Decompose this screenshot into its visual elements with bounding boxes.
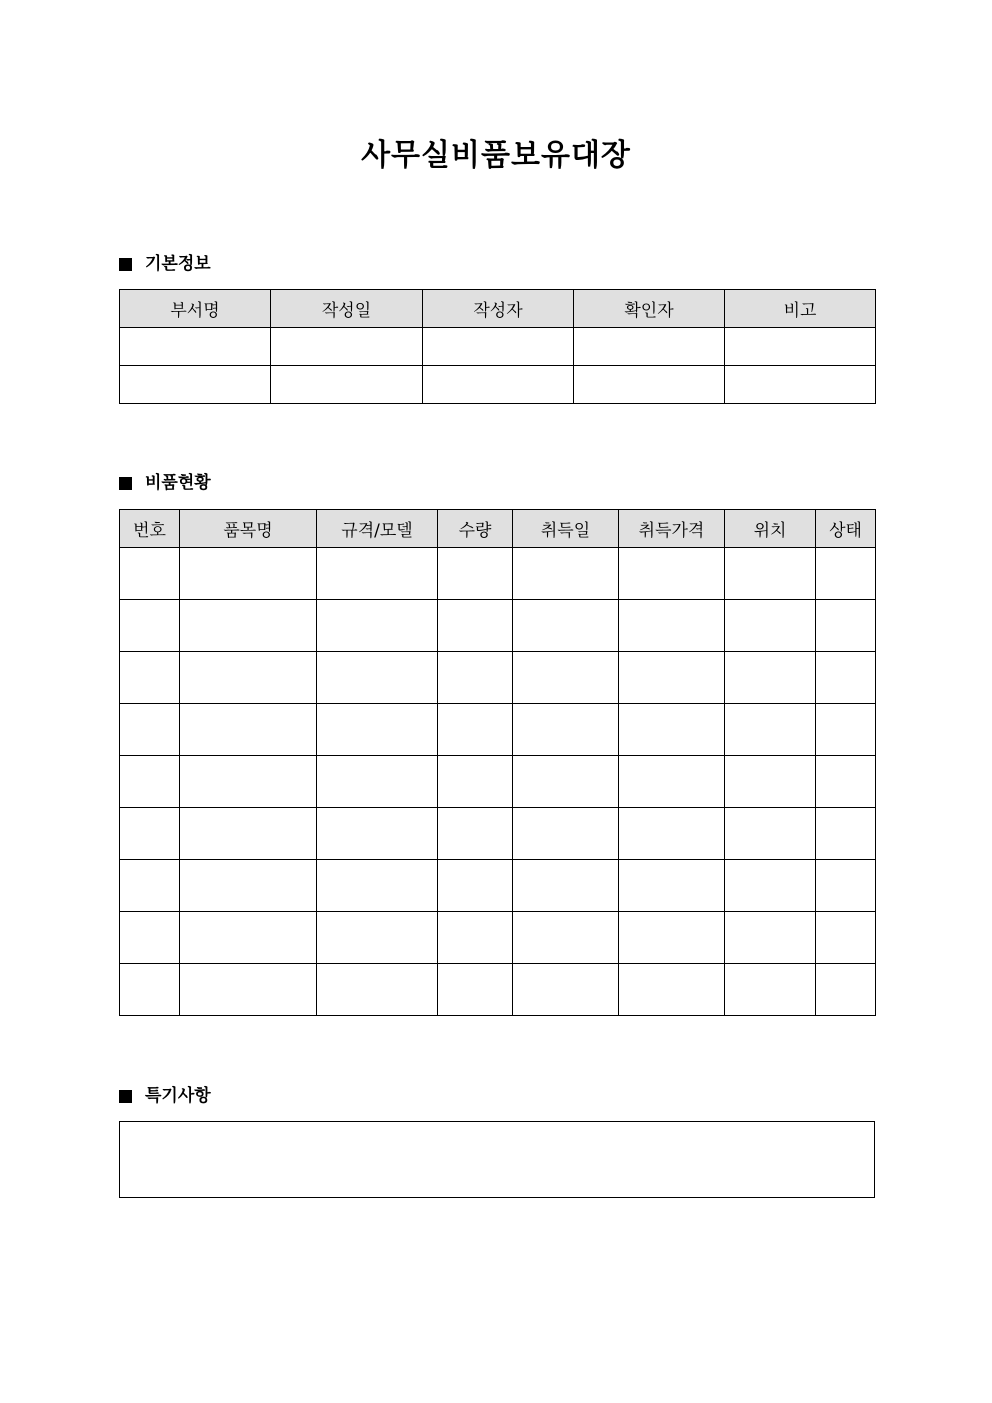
table-cell[interactable] [816, 912, 876, 964]
table-cell[interactable] [438, 808, 513, 860]
table-cell[interactable] [271, 366, 423, 404]
table-cell[interactable] [423, 328, 574, 366]
table-cell[interactable] [317, 652, 438, 704]
table-cell[interactable] [816, 600, 876, 652]
table-cell[interactable] [438, 652, 513, 704]
table-cell[interactable] [619, 964, 725, 1016]
table-row [120, 366, 876, 404]
inventory-heading-label: 비품현황 [145, 473, 211, 493]
table-row [120, 600, 876, 652]
table-cell[interactable] [120, 366, 271, 404]
table-cell[interactable] [725, 860, 816, 912]
table-row [120, 912, 876, 964]
table-cell[interactable] [180, 756, 317, 808]
table-row [120, 328, 876, 366]
table-cell[interactable] [816, 808, 876, 860]
col-header-acquisition-date: 취득일 [513, 510, 619, 548]
table-row [120, 756, 876, 808]
table-cell[interactable] [513, 548, 619, 600]
table-cell[interactable] [271, 328, 423, 366]
table-cell[interactable] [619, 756, 725, 808]
table-cell[interactable] [619, 912, 725, 964]
table-cell[interactable] [816, 756, 876, 808]
col-header-remarks: 비고 [725, 290, 876, 328]
table-cell[interactable] [513, 964, 619, 1016]
table-cell[interactable] [725, 964, 816, 1016]
inventory-header-row [120, 510, 876, 548]
table-cell[interactable] [317, 600, 438, 652]
table-cell[interactable] [816, 548, 876, 600]
table-cell[interactable] [180, 652, 317, 704]
square-bullet-icon [119, 258, 132, 271]
notes-heading-label: 특기사항 [145, 1086, 211, 1106]
table-cell[interactable] [816, 964, 876, 1016]
table-cell[interactable] [513, 652, 619, 704]
table-cell[interactable] [725, 756, 816, 808]
table-cell[interactable] [317, 548, 438, 600]
col-header-item-name: 품목명 [180, 510, 317, 548]
table-cell[interactable] [423, 366, 574, 404]
table-cell[interactable] [619, 808, 725, 860]
table-cell[interactable] [725, 366, 876, 404]
col-header-spec-model: 규격/모델 [317, 510, 438, 548]
table-row [120, 704, 876, 756]
table-cell[interactable] [816, 860, 876, 912]
table-cell[interactable] [317, 912, 438, 964]
col-header-quantity: 수량 [438, 510, 513, 548]
basic-info-header-row [120, 290, 876, 328]
col-header-location: 위치 [725, 510, 816, 548]
col-header-department: 부서명 [120, 290, 271, 328]
table-cell[interactable] [180, 912, 317, 964]
document-title: 사무실비품보유대장 [361, 138, 631, 173]
col-header-number: 번호 [120, 510, 180, 548]
table-cell[interactable] [513, 808, 619, 860]
notes-field[interactable] [119, 1121, 875, 1198]
table-cell[interactable] [180, 808, 317, 860]
table-cell[interactable] [438, 860, 513, 912]
table-cell[interactable] [513, 704, 619, 756]
table-cell[interactable] [180, 964, 317, 1016]
table-cell[interactable] [438, 548, 513, 600]
table-cell[interactable] [120, 704, 180, 756]
table-cell[interactable] [120, 652, 180, 704]
table-cell[interactable] [513, 756, 619, 808]
table-cell[interactable] [725, 652, 816, 704]
table-cell[interactable] [725, 912, 816, 964]
basic-info-table [119, 289, 876, 404]
col-header-condition: 상태 [816, 510, 876, 548]
table-cell[interactable] [816, 652, 876, 704]
inventory-table [119, 509, 876, 1016]
table-cell[interactable] [438, 756, 513, 808]
table-cell[interactable] [513, 600, 619, 652]
table-cell[interactable] [120, 964, 180, 1016]
basic-info-heading-label: 기본정보 [145, 254, 211, 274]
table-cell[interactable] [619, 652, 725, 704]
table-cell[interactable] [574, 328, 725, 366]
notes-heading [119, 1084, 211, 1108]
table-cell[interactable] [725, 328, 876, 366]
table-cell[interactable] [120, 548, 180, 600]
table-cell[interactable] [438, 912, 513, 964]
table-cell[interactable] [725, 600, 816, 652]
table-cell[interactable] [438, 600, 513, 652]
table-cell[interactable] [619, 600, 725, 652]
table-row [120, 964, 876, 1016]
square-bullet-icon [119, 477, 132, 490]
table-cell[interactable] [120, 328, 271, 366]
table-row [120, 548, 876, 600]
table-cell[interactable] [180, 600, 317, 652]
table-row [120, 808, 876, 860]
basic-info-heading [119, 252, 211, 276]
table-cell[interactable] [120, 756, 180, 808]
table-cell[interactable] [816, 704, 876, 756]
table-cell[interactable] [438, 704, 513, 756]
table-cell[interactable] [120, 808, 180, 860]
table-row [120, 652, 876, 704]
col-header-reviewer: 확인자 [574, 290, 725, 328]
table-cell[interactable] [513, 912, 619, 964]
table-cell[interactable] [725, 704, 816, 756]
col-header-author: 작성자 [423, 290, 574, 328]
table-cell[interactable] [725, 808, 816, 860]
table-cell[interactable] [619, 704, 725, 756]
table-cell[interactable] [574, 366, 725, 404]
table-cell[interactable] [120, 860, 180, 912]
table-cell[interactable] [619, 860, 725, 912]
table-cell[interactable] [180, 860, 317, 912]
table-cell[interactable] [120, 600, 180, 652]
table-cell[interactable] [317, 964, 438, 1016]
table-cell[interactable] [120, 912, 180, 964]
col-header-acquisition-price: 취득가격 [619, 510, 725, 548]
table-cell[interactable] [317, 704, 438, 756]
table-cell[interactable] [317, 808, 438, 860]
col-header-date-written: 작성일 [271, 290, 423, 328]
table-cell[interactable] [180, 548, 317, 600]
table-row [120, 860, 876, 912]
table-cell[interactable] [180, 704, 317, 756]
table-cell[interactable] [438, 964, 513, 1016]
table-cell[interactable] [513, 860, 619, 912]
square-bullet-icon [119, 1090, 132, 1103]
table-cell[interactable] [725, 548, 816, 600]
table-cell[interactable] [317, 756, 438, 808]
table-cell[interactable] [619, 548, 725, 600]
table-cell[interactable] [317, 860, 438, 912]
inventory-heading [119, 471, 211, 495]
